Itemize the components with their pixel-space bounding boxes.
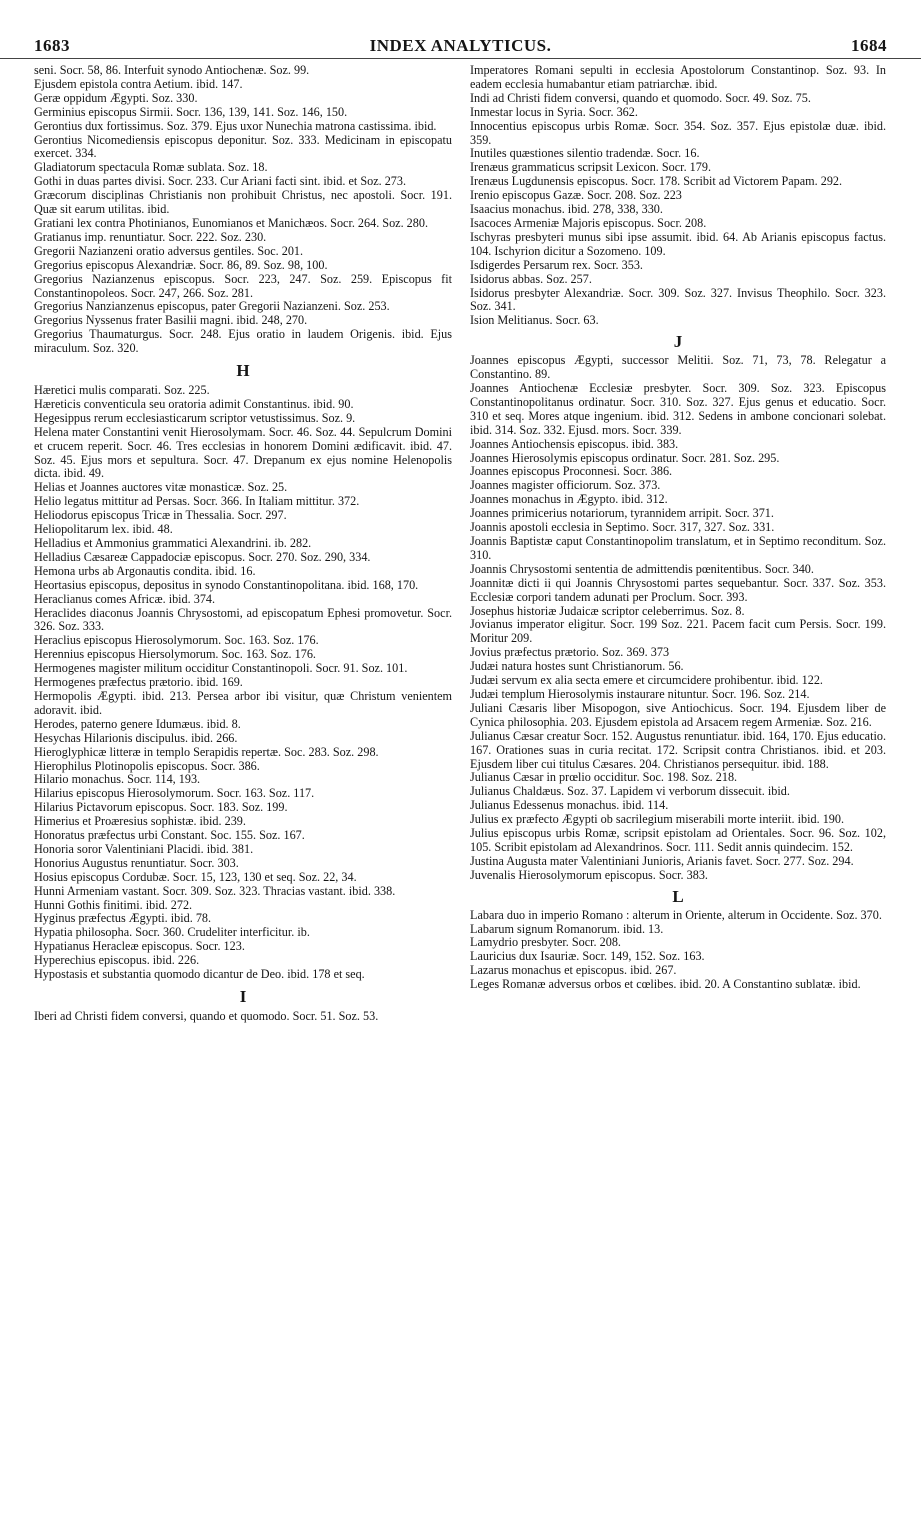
index-entry: Joannes Antiochensis episcopus. ibid. 383. — [470, 436, 679, 451]
index-entry: Ischyras presbyteri munus sibi ipse assumit. ibid. 64. Ab Arianis episcopus factus. 104. Ischyrion dicitur a Sozomeno. 109. — [470, 229, 886, 258]
index-entry: Julianus Cæsar in prœlio occiditur. Soc. 198. Soz. 218. — [470, 770, 738, 785]
index-entry: Gothi in duas partes divisi. Socr. 233. Cur Ariani facti sint. ibid. et Soz. 273. — [34, 174, 407, 189]
index-entry: Græcorum disciplinas Christianis non prohibuit Christus, nec apostoli. Socr. 191. Quæ sit earum utilitas. ibid. — [34, 188, 452, 217]
index-entry: Judæi templum Hierosolymis instaurare nituntur. Socr. 196. Soz. 214. — [470, 686, 810, 701]
section-letter: L — [672, 886, 684, 906]
index-entry: Jovius præfectus prætorio. Soz. 369. 373 — [470, 645, 670, 660]
index-entry: Ejusdem epistola contra Aetium. ibid. 147. — [34, 76, 243, 91]
index-entry: Judæi servum ex alia secta emere et circumcidere prohibentur. ibid. 122. — [470, 673, 823, 688]
index-entry: Helena mater Constantini venit Hierosolymam. Socr. 46. Soz. 44. Sepulcrum Domini et crucem reperit. Socr. 46. Tres ecclesias in honorem Domini ædificavit. ibid. 47. Soz. 45. Ejus mors et sepultura. Socr. 47. Drepanum ex ejus nomine Helenopolis dicta. ibid. 49. — [34, 424, 452, 481]
index-entry: Hieroglyphicæ litteræ in templo Serapidis repertæ. Soc. 283. Soz. 298. — [34, 744, 379, 759]
index-entry: Gratianus imp. renuntiatur. Socr. 222. Soz. 230. — [34, 229, 267, 244]
section-letter: J — [673, 332, 683, 352]
index-entry: Hemona urbs ab Argonautis condita. ibid. 16. — [34, 563, 256, 578]
index-entry: Isdigerdes Persarum rex. Socr. 353. — [470, 257, 643, 272]
index-entry: Inutiles quæstiones silentio tradendæ. Socr. 16. — [470, 146, 700, 161]
index-entry: Gregorii Nazianzeni oratio adversus gentiles. Soc. 201. — [34, 243, 304, 258]
index-entry: Germinius episcopus Sirmii. Socr. 136, 139, 141. Soz. 146, 150. — [34, 104, 348, 119]
index-entry: Lamydrio presbyter. Socr. 208. — [470, 935, 621, 950]
index-entry: Gladiatorum spectacula Romæ sublata. Soz. 18. — [34, 160, 268, 175]
running-title: INDEX ANALYTICUS. — [369, 36, 552, 55]
index-entry: Josephus historiæ Judaicæ scriptor celeberrimus. Soz. 8. — [470, 603, 745, 618]
index-entry: Jovianus imperator eligitur. Socr. 199 Soz. 221. Pacem facit cum Persis. Socr. 199. Moritur 209. — [470, 617, 886, 646]
index-entry: Inmestar locus in Syria. Socr. 362. — [470, 104, 638, 119]
index-entry: Ision Melitianus. Socr. 63. — [470, 313, 599, 328]
index-entry: Gerontius Nicomediensis episcopus deponitur. Soz. 333. Medicinam in episcopatu exercet. 334. — [34, 132, 452, 161]
index-entry: Joannes Antiochenæ Ecclesiæ presbyter. Socr. 309. Soz. 323. Episcopus Constantinopolitanus ordinatur. Socr. 310. Soz. 327. Ejus genus et educatio. Socr. 310 et seq. Mores atque ingenium. ibid. 312. Sedens in ambone concionari solebat. ibid. 314. Soz. 332. Ejusd. mors. Socr. 339. — [470, 381, 886, 437]
index-entry: Gregorius Nazianzenus episcopus. Socr. 223, 247. Soz. 259. Episcopus fit Constantinopoleos. Socr. 247, 266. Soz. 281. — [34, 271, 452, 300]
index-entry: Gerontius dux fortissimus. Soz. 379. Ejus uxor Nunechia matrona castissima. ibid. — [34, 118, 437, 133]
page-header — [0, 36, 921, 59]
index-entry: Gregorius episcopus Alexandriæ. Socr. 86, 89. Soz. 98, 100. — [34, 257, 328, 272]
index-entry: Hilarius episcopus Hierosolymorum. Socr. 163. Soz. 117. — [34, 786, 315, 801]
index-entry: Hyginus præfectus Ægypti. ibid. 78. — [34, 911, 212, 926]
page-number-left: 1683 — [34, 36, 70, 55]
index-entry: Imperatores Romani sepulti in ecclesia Apostolorum Constantinop. Soz. 93. In eadem ecclesia humabantur etiam patriarchæ. ibid. — [470, 63, 886, 91]
index-entry: Heraclius episcopus Hierosolymorum. Soc. 163. Soz. 176. — [34, 633, 319, 648]
index-entry: Juvenalis Hierosolymorum episcopus. Socr. 383. — [470, 867, 708, 882]
index-entry: Julianus Cæsar creatur Socr. 152. Augustus renuntiatur. ibid. 164, 170. Ejus educatio. 167. Orationes suas in curia recitat. 172. Scripsit contra Christianos. ibid. et 203. Ejusdem liber cui titulus Cæsares. 204. Christianos persequitur. ibid. 188. — [470, 728, 886, 771]
index-entry: Julius episcopus urbis Romæ, scripsit epistolam ad Orientales. Socr. 96. Soz. 102, 105. Scribit epistolam ad Alexandrinos. Socr. 111. Sedit annis quindecim. 152. — [470, 826, 886, 854]
section-letter: H — [236, 361, 250, 381]
index-entry: Isacoces Armeniæ Majoris episcopus. Socr. 208. — [470, 215, 707, 230]
index-entry: Heraclianus comes Africæ. ibid. 374. — [34, 591, 216, 606]
index-entry: Judæi natura hostes sunt Christianorum. 56. — [470, 659, 684, 674]
index-entry: Joannes magister officiorum. Soz. 373. — [470, 478, 661, 493]
index-entry: Innocentius episcopus urbis Romæ. Socr. 354. Soz. 357. Ejus epistolæ duæ. ibid. 359. — [470, 118, 886, 147]
index-entry: Irenæus Lugdunensis episcopus. Socr. 178. Scribit ad Victorem Papam. 292. — [470, 174, 843, 189]
index-entry: Gregorius Nanzianzenus episcopus, pater Gregorii Nazianzeni. Soz. 253. — [34, 299, 390, 314]
index-entry: Indi ad Christi fidem conversi, quando et quomodo. Socr. 49. Soz. 75. — [470, 90, 811, 105]
index-entry: Helio legatus mittitur ad Persas. Socr. 366. In Italiam mittitur. 372. — [34, 494, 360, 509]
index-entry: Heliodorus episcopus Tricæ in Thessalia. Socr. 297. — [34, 508, 287, 523]
index-entry: Joannes episcopus Proconnesi. Socr. 386. — [470, 464, 673, 479]
index-entry: Hermogenes præfectus prætorio. ibid. 169. — [34, 675, 243, 690]
index-entry: Hesychas Hilarionis discipulus. ibid. 266. — [34, 730, 238, 745]
index-entry: Joannes monachus in Ægypto. ibid. 312. — [470, 492, 668, 507]
index-entry: Gregorius Thaumaturgus. Socr. 248. Ejus oratio in laudem Origenis. ibid. Ejus miraculum. Soz. 320. — [34, 327, 452, 356]
index-entry: Joannes Hierosolymis episcopus ordinatur. Socr. 281. Soz. 295. — [470, 450, 780, 465]
index-column-left — [34, 64, 452, 1024]
index-entry: Joannitæ dicti ii qui Joannis Chrysostomi partes sequebantur. Socr. 337. Soz. 353. Ecclesiæ corpori tandem adunati per Proclum. Socr. 393. — [470, 575, 886, 604]
index-entry: Hilario monachus. Socr. 114, 193. — [34, 772, 201, 787]
index-entry: Labara duo in imperio Romano : alterum in Oriente, alterum in Occidente. Soz. 370. — [470, 907, 882, 922]
index-entry: Hermogenes magister militum occiditur Constantinopoli. Socr. 91. Soz. 101. — [34, 661, 408, 676]
index-entry: Hypostasis et substantia quomodo dicantur de Deo. ibid. 178 et seq. — [34, 967, 365, 982]
index-entry: Helladius et Ammonius grammatici Alexandrini. ib. 282. — [34, 536, 312, 550]
index-entry: Isidorus abbas. Soz. 257. — [470, 271, 592, 286]
index-entry: Iberi ad Christi fidem conversi, quando et quomodo. Socr. 51. Soz. 53. — [34, 1009, 379, 1023]
index-entry: Lazarus monachus et episcopus. ibid. 267. — [470, 963, 677, 978]
index-entry: Hunni Gothis finitimi. ibid. 272. — [34, 897, 193, 912]
index-entry: Joannis Chrysostomi sententia de admittendis pœnitentibus. Socr. 340. — [470, 561, 814, 576]
index-entry: Justina Augusta mater Valentiniani Junioris, Arianis favet. Socr. 277. Soz. 294. — [470, 853, 854, 868]
index-entry: Hunni Armeniam vastant. Socr. 309. Soz. 323. Thracias vastant. ibid. 338. — [34, 883, 396, 898]
index-entry: Hermopolis Ægypti. ibid. 213. Persea arbor ibi visitur, quæ Christum venientem adoravit. ibid. — [34, 688, 452, 717]
index-entry: Heliopolitarum lex. ibid. 48. — [34, 522, 173, 537]
index-entry: Isaacius monachus. ibid. 278, 338, 330. — [470, 202, 663, 217]
index-entry: Herodes, paterno genere Idumæus. ibid. 8. — [34, 716, 241, 731]
index-entry: Lauricius dux Isauriæ. Socr. 149, 152. Soz. 163. — [470, 949, 705, 964]
index-entry: Joannis apostoli ecclesia in Septimo. Socr. 317, 327. Soz. 331. — [470, 520, 775, 535]
index-entry: Joannis Baptistæ caput Constantinopolim translatum, et in Septimo reconditum. Soz. 310. — [470, 534, 886, 562]
index-entry: Hypatianus Heracleæ episcopus. Socr. 123. — [34, 939, 245, 954]
index-entry: Honorius Augustus renuntiatur. Socr. 303. — [34, 855, 239, 870]
index-entry: Julius ex præfecto Ægypti ob sacrilegium miserabili morte interiit. ibid. 190. — [470, 812, 845, 827]
index-entry: Juliani Cæsaris liber Misopogon, sive Antiochicus. Socr. 194. Ejusdem liber de Cynica philosophia. 203. Ejusdem epistola ad Arsacem regem Armeniæ. Soz. 216. — [470, 700, 886, 729]
index-entry: Hosius episcopus Cordubæ. Socr. 15, 123, 130 et seq. Soz. 22, 34. — [34, 869, 357, 884]
index-entry: Helladius Cæsareæ Cappadociæ episcopus. Socr. 270. Soz. 290, 334. — [34, 549, 371, 564]
index-entry: Hierophilus Plotinopolis episcopus. Socr. 386. — [34, 758, 260, 773]
index-entry: Hilarius Pictavorum episcopus. Socr. 183. Soz. 199. — [34, 800, 288, 815]
index-entry: Labarum signum Romanorum. ibid. 13. — [470, 921, 664, 936]
index-entry: Joannes episcopus Ægypti, successor Melitii. Soz. 71, 73, 78. Relegatur a Constantino. 89. — [470, 353, 886, 382]
index-entry: Hyperechius episcopus. ibid. 226. — [34, 953, 200, 968]
index-entry: Hæretici mulis comparati. Soz. 225. — [34, 383, 210, 398]
index-entry: Helias et Joannes auctores vitæ monasticæ. Soz. 25. — [34, 480, 288, 495]
index-entry: Hegesippus rerum ecclesiasticarum scriptor vetustissimus. Soz. 9. — [34, 410, 356, 425]
index-entry: Julianus Chaldæus. Soz. 37. Lapidem vi verborum dissecuit. ibid. — [470, 784, 790, 799]
index-entry: Geræ oppidum Ægypti. Soz. 330. — [34, 90, 198, 105]
index-entry: Honoria soror Valentiniani Placidi. ibid. 381. — [34, 841, 254, 856]
index-entry: Isidorus presbyter Alexandriæ. Socr. 309. Soz. 327. Invisus Theophilo. Socr. 323. Soz. 341. — [470, 285, 886, 314]
index-entry: Gregorius Nyssenus frater Basilii magni. ibid. 248, 270. — [34, 313, 308, 328]
index-entry: Joannes primicerius notariorum, tyrannidem arripit. Socr. 371. — [470, 506, 774, 521]
index-entry: Irenæus grammaticus scripsit Lexicon. Socr. 179. — [470, 160, 711, 175]
index-entry: Gratiani lex contra Photinianos, Eunomianos et Manichæos. Socr. 264. Soz. 280. — [34, 215, 429, 230]
index-entry: Hypatia philosopha. Socr. 360. Crudeliter interficitur. ib. — [34, 925, 310, 940]
index-entry: Irenio episcopus Gazæ. Socr. 208. Soz. 223 — [470, 188, 682, 203]
section-letter: I — [239, 987, 247, 1006]
index-entry: Leges Romanæ adversus orbos et cœlibes. ibid. 20. A Constantino sublatæ. ibid. — [470, 977, 861, 992]
index-entry: Julianus Edessenus monachus. ibid. 114. — [470, 798, 669, 813]
index-entry: Herennius episcopus Hiersolymorum. Soc. 163. Soz. 176. — [34, 647, 316, 662]
index-column-right — [470, 64, 886, 992]
index-entry: Himerius et Proæresius sophistæ. ibid. 239. — [34, 814, 246, 829]
index-entry: Honoratus præfectus urbi Constant. Soc. 155. Soz. 167. — [34, 828, 305, 843]
index-entry: Heortasius episcopus, depositus in synodo Constantinopolitana. ibid. 168, 170. — [34, 577, 419, 592]
index-entry: Hæreticis conventicula seu oratoria adimit Constantinus. ibid. 90. — [34, 396, 354, 411]
index-entry: seni. Socr. 58, 86. Interfuit synodo Antiochenæ. Soz. 99. — [34, 63, 310, 77]
index-entry: Heraclides diaconus Joannis Chrysostomi, ad episcopatum Ephesi promovetur. Socr. 326. Soz. 333. — [34, 605, 452, 634]
page-number-right: 1684 — [851, 36, 887, 55]
